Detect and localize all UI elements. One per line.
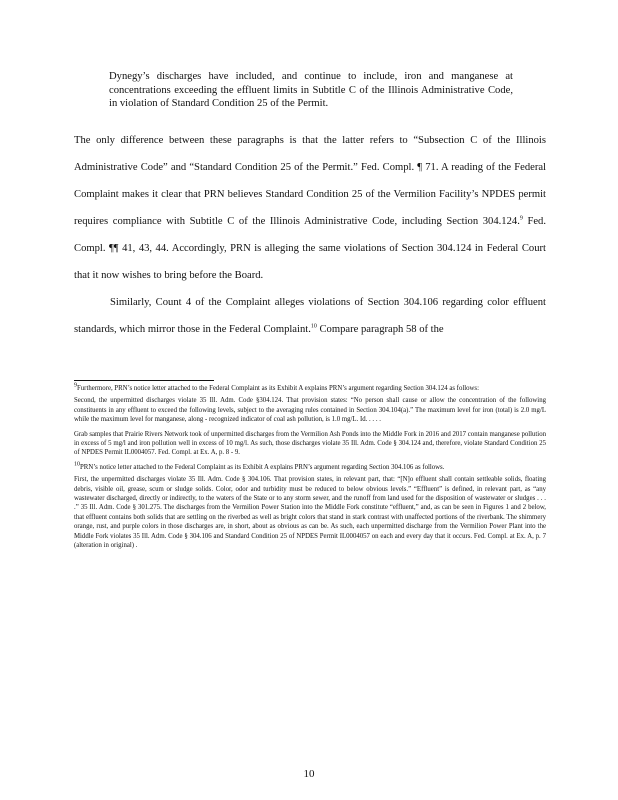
footnote-10-intro: $^{10}$PRN’s notice letter attached to the Federal Complaint as its Exhibit A explains PRN’s argument regarding Section 304.106 as follows. — [74, 461, 445, 471]
paragraph-2-text-b: Compare paragraph 58 of the — [316, 324, 444, 335]
footnote-ref-9: 9 — [519, 215, 523, 222]
paragraph-1-text-b: Fed. Compl. ¶¶ 41, 43, 44. Accordingly, PRN is alleging the same violations of Section 304.124 in Federal Court that it now wishes to bring before the Board. — [74, 216, 546, 281]
footnote-10-quote: First, the unpermitted discharges violate 35 Ill. Adm. Code § 304.106. That provision states, in relevant part, that: “[N]o effluent shall contain settleable solids, floating debris, visible oil, grease, scum or sludge solids. Color, odor and turbidity must be reduced to below obvious levels.” “Effluent” is defined, in relevant part, as “any wastewater discharged, directly or indirectly, to the waters of the State or to any storm sewer, and the runoff from land used for the disposition of wastewater or sludges . . . .” 35 Ill. Adm. Code § 301.275. The discharges from the Vermilion Power Station into the Middle Fork constitute “effluent,” and, as can be seen in Figures 1 and 2 below, that effluent contains both solids that are settling on the riverbed as well as bright colors that stand in stark contrast with unaffected portions of the riverbank. The shimmery orange, rust, and purple colors in those discharges are, in short, about as obvious as can be. As such, each unpermitted discharge from the Vermilion Power Plant into the Middle Fork violates 35 Ill. Adm. Code § 304.106 and Standard Condition 25 of NPDES Permit IL0004057 on each and every day that it occurs. Fed. Compl. at Ex. A, p. 7 (alteration in original) . — [74, 476, 546, 550]
footnotes — [74, 384, 546, 551]
paragraph-1 — [74, 127, 546, 289]
paragraph-1-text-a: The only difference between these paragraphs is that the latter refers to “Subsection C of the Illinois Administrative Code” and “Standard Condition 25 of the Permit.” Fed. Compl. ¶ 71. A reading of the Federal Complaint makes it clear that PRN believes Standard Condition 25 of the Vermilion Facility’s NPDES permit requires compliance with Subtitle C of the Illinois Administrative Code, including Section 304.124. — [74, 135, 546, 227]
block-quote: Dynegy’s discharges have included, and continue to include, iron and manganese at concentrations exceeding the effluent limits in Subtitle C of the Illinois Administrative Code, in violation of Standard Condition 25 of the Permit. — [109, 71, 513, 109]
footnote-9-marker: 9 — [74, 382, 77, 389]
page-number: 10 — [303, 768, 315, 780]
footnote-9-quote-1: Second, the unpermitted discharges violate 35 Ill. Adm. Code §304.124. That provision states: “No person shall cause or allow the concentration of the following constituents in any effluent to exceed the following levels, subject to the averaging rules contained in Section 304.104(a).” The maximum level for iron (total) is 2.0 mg/L while the maximum level for manganese, along - recognized indicator of coal ash pollution, is 1.0 mg/L. Id. . . . . — [74, 397, 546, 424]
footnote-10-marker: 10 — [74, 461, 80, 468]
footnote-ref-10: 10 — [310, 323, 317, 330]
footnote-9-quote-2: Grab samples that Prairie Rivers Network took of unpermitted discharges from the Vermilion Ash Ponds into the Middle Fork in 2016 and 2017 contain manganese pollution in excess of 5 mg/l and iron pollution well in excess of 10 mg/l. As such, those discharges violate 35 Ill. Adm. Code § 304.124 and, therefore, violate Standard Condition 25 of NPDES Permit IL0004057. Fed. Compl. at Ex. A, p. 8 - 9. — [74, 430, 546, 457]
footnote-9-intro: $^9$Furthermore, PRN’s notice letter attached to the Federal Complaint as its Exhibit A explains PRN’s argument regarding Section 304.124 as follows: — [74, 382, 479, 392]
paragraph-2-text-a: Similarly, Count 4 of the Complaint alleges violations of Section 304.106 regarding color effluent standards, which mirror those in the Federal Complaint. — [74, 297, 546, 335]
paragraph-2 — [74, 289, 546, 343]
body-text — [74, 127, 546, 343]
footnote-divider — [74, 380, 214, 381]
